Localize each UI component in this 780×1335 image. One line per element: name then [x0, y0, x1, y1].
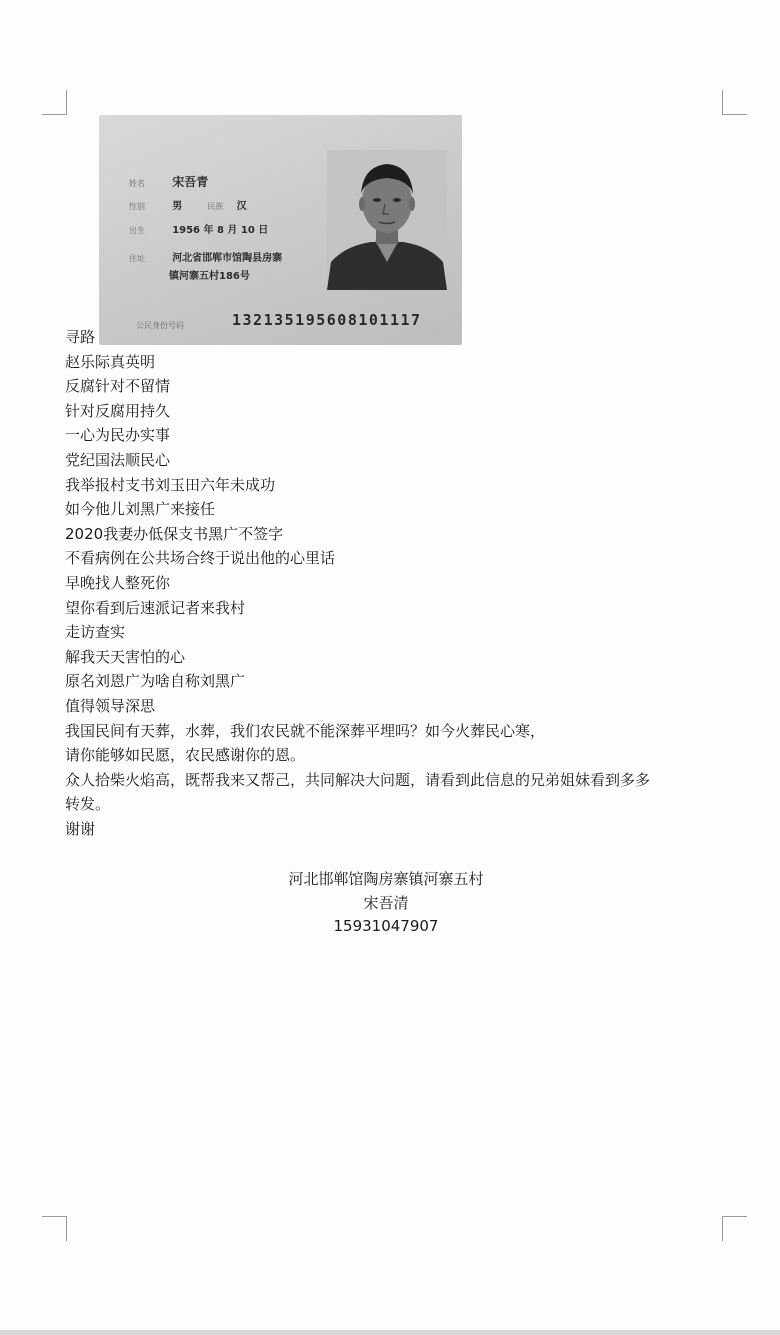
- text-line: 原名刘恩广为啥自称刘黑广: [65, 672, 246, 691]
- text-line: 反腐针对不留情: [65, 377, 171, 396]
- page-corner-mark: [42, 90, 67, 115]
- id-sex-label: 性别: [129, 202, 145, 211]
- id-address-label: 住址: [129, 254, 145, 263]
- text-line: 值得领导深思: [65, 696, 156, 715]
- text-line: 党纪国法顺民心: [65, 450, 171, 469]
- id-ethnicity-label: 民族: [207, 202, 224, 211]
- text-line: 一心为民办实事: [65, 426, 171, 445]
- id-name-value: 宋吾青: [172, 175, 209, 189]
- signature-phone: 15931047907: [333, 917, 439, 935]
- text-line: 赵乐际真英明: [65, 352, 156, 371]
- id-birth-row: [129, 221, 268, 236]
- text-line: 解我天天害怕的心: [65, 647, 186, 666]
- text-line: 我举报村支书刘玉田六年未成功: [65, 475, 276, 494]
- text-line: 早晚找人整死你: [65, 573, 171, 592]
- text-line: 针对反腐用持久: [65, 401, 171, 420]
- bottom-edge: [0, 1330, 780, 1335]
- id-address-row: [129, 249, 282, 264]
- id-sex-value: 男: [172, 201, 183, 212]
- text-line: 不看病例在公共场合终于说出他的心里话: [65, 549, 336, 568]
- text-line: 望你看到后速派记者来我村: [65, 598, 246, 617]
- id-name-row: [129, 173, 208, 190]
- portrait-photo: [327, 150, 447, 290]
- id-birth-label: 出生: [129, 226, 145, 235]
- id-number-label: 公民身份号码: [136, 321, 184, 330]
- id-name-label: 姓名: [129, 179, 145, 188]
- id-ethnicity-value: 汉: [236, 201, 247, 212]
- text-line: 我国民间有天葬，水葬，我们农民就不能深葬平埋吗？如今火葬民心寒，: [65, 721, 546, 740]
- text-line: 众人拾柴火焰高，既帮我来又帮己，共同解决大问题，请看到此信息的兄弟姐妹看到多多: [65, 770, 651, 789]
- id-card-photo: [99, 115, 462, 345]
- letter-body: [65, 325, 745, 841]
- signature-name: 宋吾清: [363, 893, 409, 912]
- page-corner-mark: [722, 90, 747, 115]
- id-sex-row: [129, 197, 247, 212]
- id-address-line2: 镇河寨五村186号: [169, 271, 250, 282]
- id-address-row-2: [169, 267, 250, 282]
- id-birth-value: 1956 年 8 月 10 日: [172, 225, 269, 236]
- text-line: 转发。: [65, 795, 111, 814]
- text-line: 如今他儿刘黑广来接任: [65, 500, 216, 519]
- id-number-value: 132135195608101117: [232, 311, 422, 329]
- id-address-line1: 河北省邯郸市馆陶县房寨: [172, 253, 283, 264]
- signature-block: [0, 868, 780, 939]
- text-line: 寻路: [65, 328, 96, 346]
- text-line: 谢谢: [65, 819, 96, 838]
- text-line: 走访查实: [65, 623, 126, 642]
- text-line: 2020我妻办低保支书黑广不签字: [65, 524, 284, 543]
- signature-address: 河北邯郸馆陶房寨镇河寨五村: [288, 870, 484, 888]
- page-corner-mark: [42, 1216, 67, 1241]
- page-corner-mark: [722, 1216, 747, 1241]
- text-line: 请你能够如民愿，农民感谢你的恩。: [65, 746, 306, 765]
